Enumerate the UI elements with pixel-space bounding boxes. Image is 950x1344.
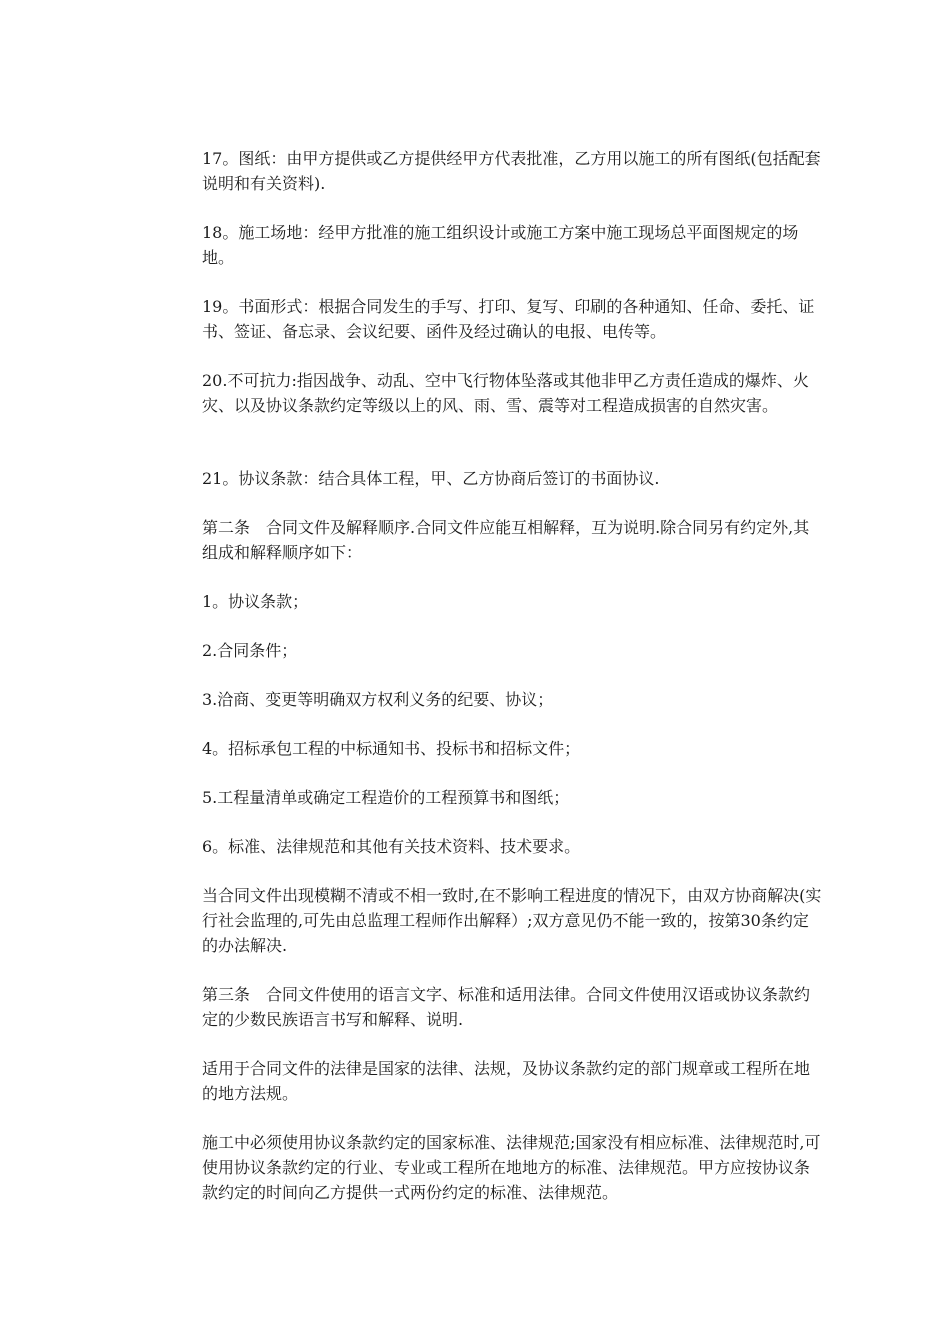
list-item: 6。标准、法律规范和其他有关技术资料、技术要求。 xyxy=(202,837,581,856)
paragraph-ambiguity-resolution: 当合同文件出现模糊不清或不相一致时,在不影响工程进度的情况下，由双方协商解决(实行社会监理的,可先由总监理工程师作出解释）;双方意见仍不能一致的，按第30条约定的办法解决. xyxy=(202,886,822,955)
list-item: 3.洽商、变更等明确双方权利义务的纪要、协议； xyxy=(202,690,554,709)
list-item: 2.合同条件； xyxy=(202,641,298,660)
article-2-heading: 第二条 合同文件及解释顺序.合同文件应能互相解释，互为说明.除合同另有约定外,其组成和解释顺序如下： xyxy=(202,518,810,562)
list-item: 5.工程量清单或确定工程造价的工程预算书和图纸； xyxy=(202,788,570,807)
paragraph-19-written-form: 19。书面形式：根据合同发生的手写、打印、复写、印刷的各种通知、任命、委托、证书、签证、备忘录、会议纪要、函件及经过确认的电报、电传等。 xyxy=(202,297,815,341)
paragraph-standards: 施工中必须使用协议条款约定的国家标准、法律规范;国家没有相应标准、法律规范时,可使用协议条款约定的行业、专业或工程所在地地方的标准、法律规范。甲方应按协议条款约定的时间向乙方提供一式两份约定的标准、法律规范。 xyxy=(202,1133,821,1202)
paragraph-17-drawings: 17。图纸：由甲方提供或乙方提供经甲方代表批准，乙方用以施工的所有图纸(包括配套说明和有关资料). xyxy=(202,149,821,193)
list-item: 1。协议条款； xyxy=(202,592,309,611)
article-3-heading: 第三条 合同文件使用的语言文字、标准和适用法律。合同文件使用汉语或协议条款约定的少数民族语言书写和解释、说明. xyxy=(202,985,811,1029)
paragraph-21-agreement-terms: 21。协议条款：结合具体工程，甲、乙方协商后签订的书面协议. xyxy=(202,469,660,488)
list-item: 4。招标承包工程的中标通知书、投标书和招标文件； xyxy=(202,739,581,758)
paragraph-applicable-law: 适用于合同文件的法律是国家的法律、法规，及协议条款约定的部门规章或工程所在地的地方法规。 xyxy=(202,1059,811,1103)
paragraph-18-site: 18。施工场地：经甲方批准的施工组织设计或施工方案中施工现场总平面图规定的场地。 xyxy=(202,223,799,267)
document-body xyxy=(202,146,822,1229)
paragraph-20-force-majeure: 20.不可抗力:指因战争、动乱、空中飞行物体坠落或其他非甲乙方责任造成的爆炸、火灾、以及协议条款约定等级以上的风、雨、雪、震等对工程造成损害的自然灾害。 xyxy=(202,371,809,415)
